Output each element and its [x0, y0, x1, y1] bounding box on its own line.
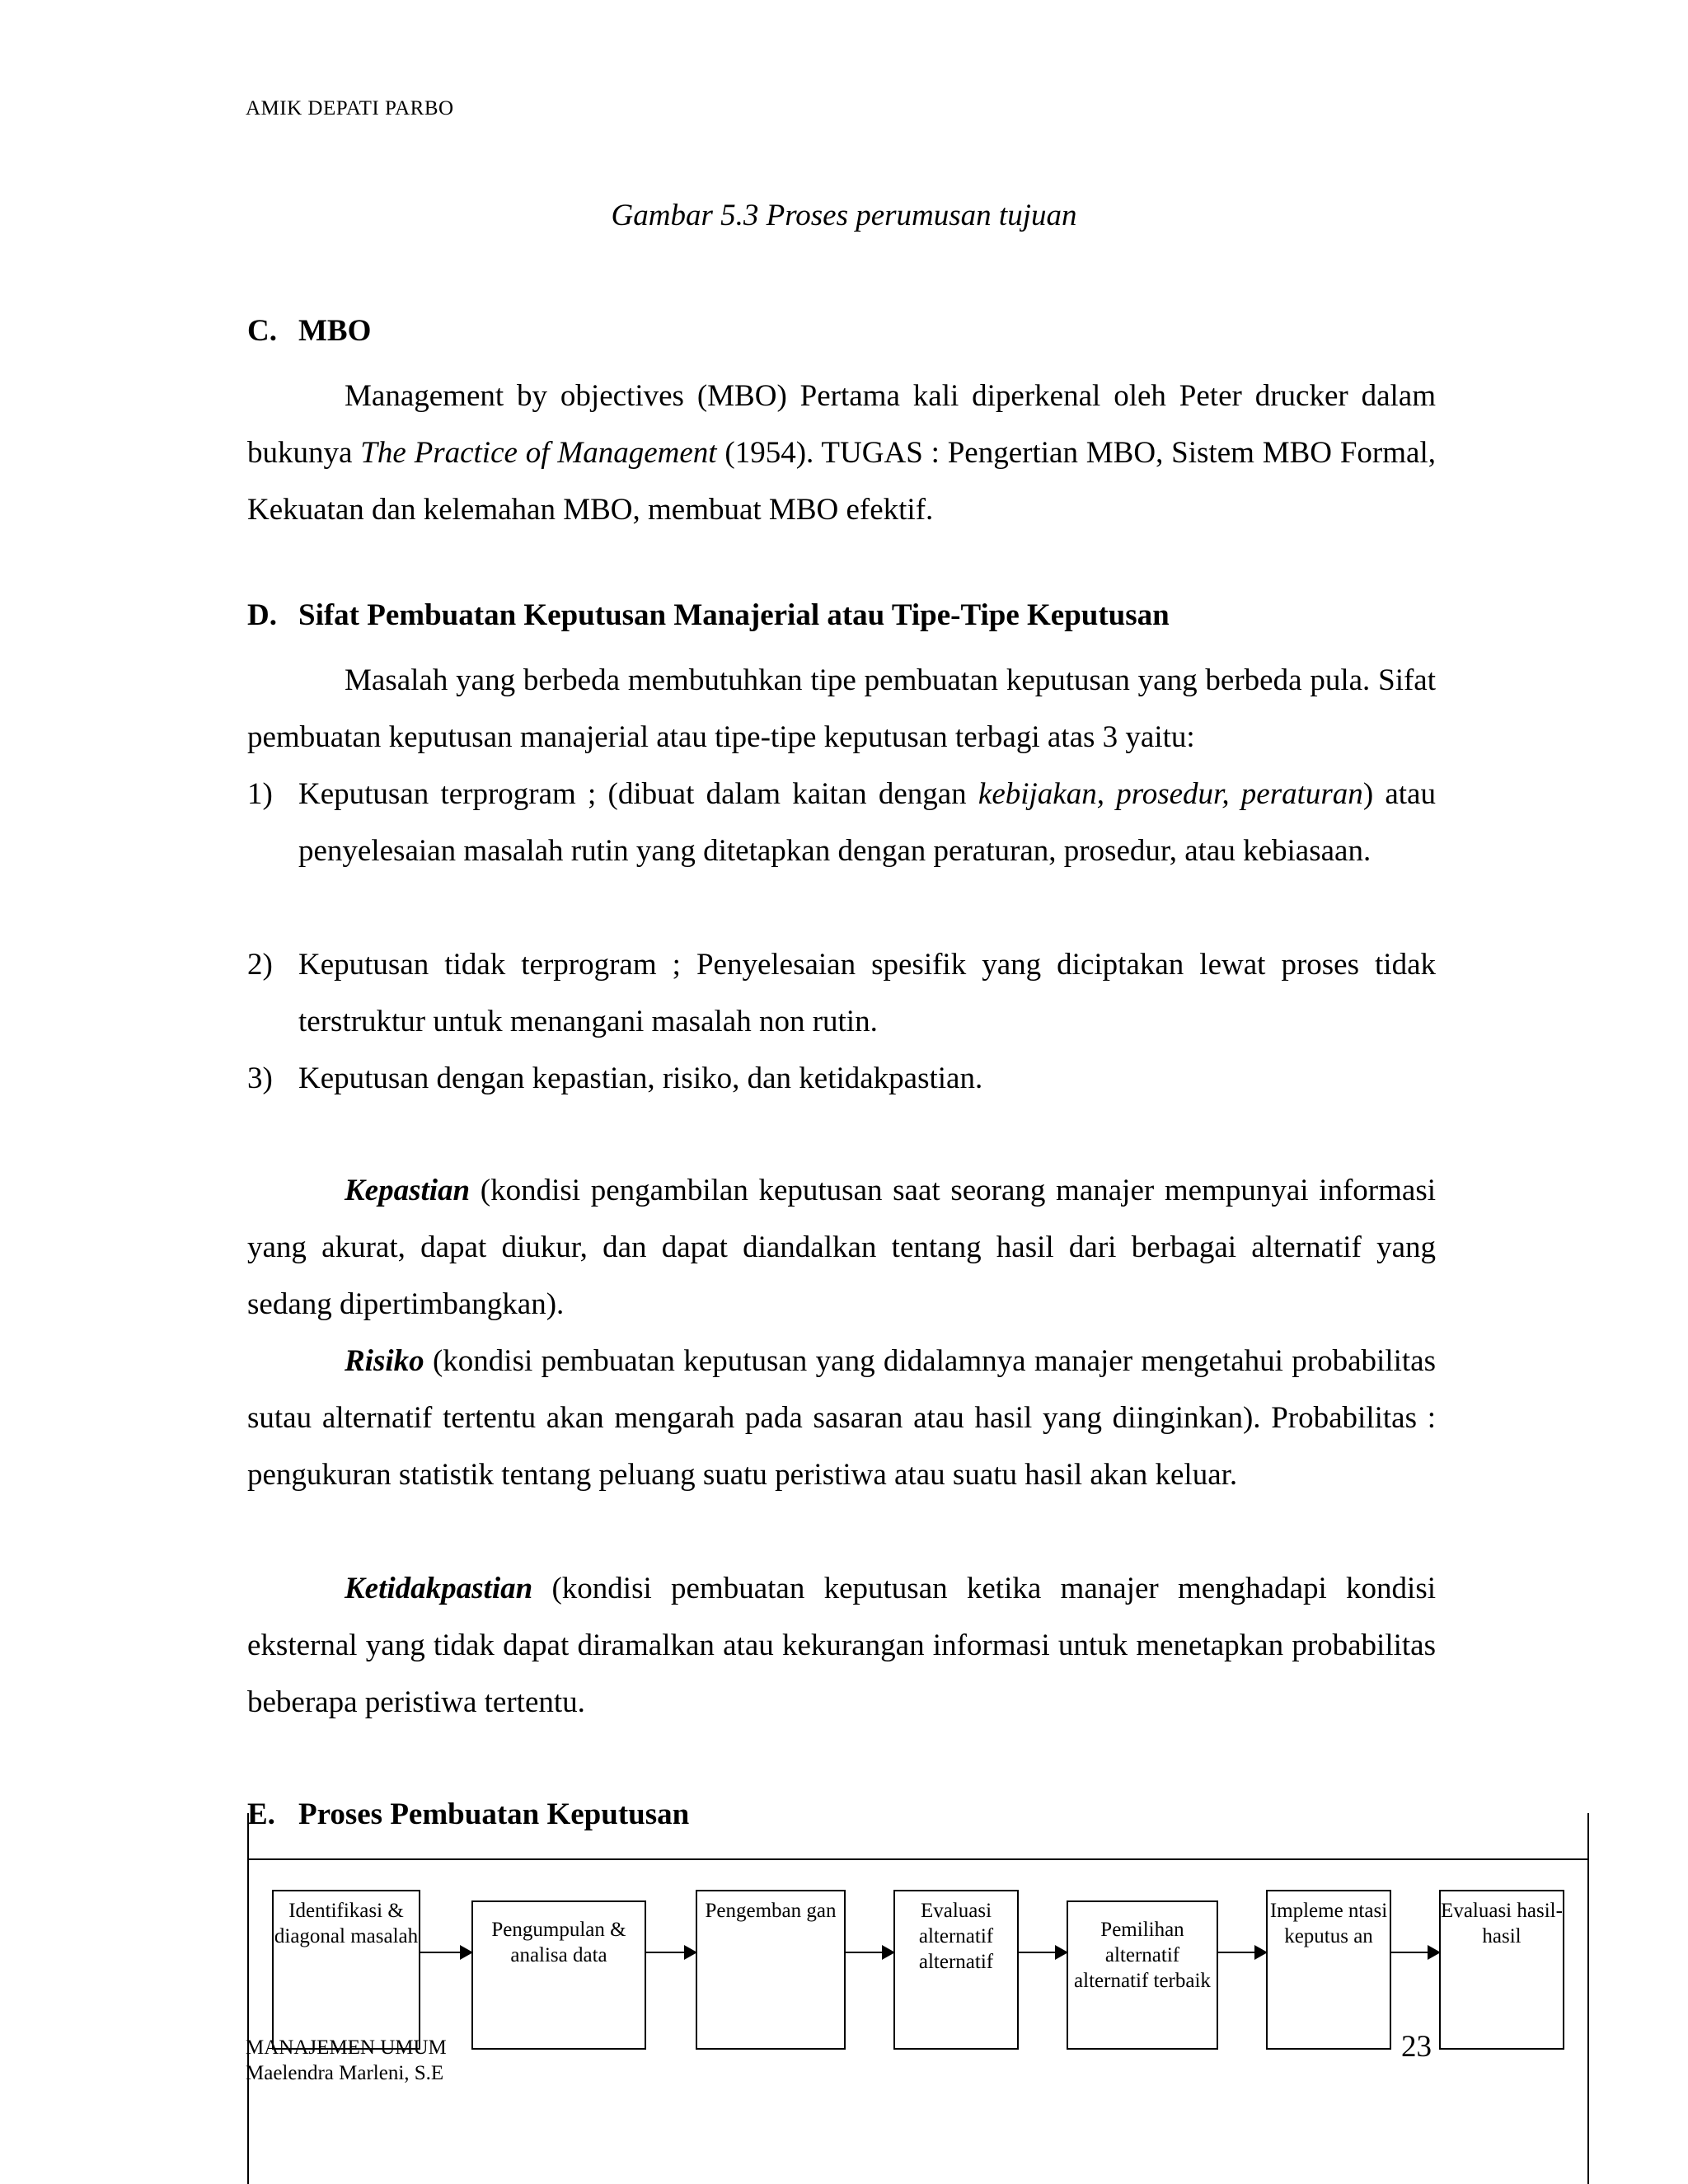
- running-header: AMIK DEPATI PARBO: [246, 97, 454, 120]
- flow-step-5: Pemilihan alternatif alternatif terbaik: [1067, 1900, 1218, 2050]
- section-d-intro: [247, 652, 1436, 766]
- section-c-title: MBO: [298, 314, 372, 348]
- list-item-3-text: Keputusan dengan kepastian, risiko, dan ketidakpastian.: [298, 1062, 983, 1095]
- diagram-right-border: [1587, 1813, 1589, 2184]
- risiko-term: Risiko: [345, 1344, 424, 1378]
- figure-caption: Gambar 5.3 Proses perumusan tujuan: [611, 199, 1077, 232]
- book-title: The Practice of Management: [360, 436, 717, 470]
- diagram-left-border: [247, 1813, 249, 2184]
- flow-arrow-2: [646, 1952, 696, 1953]
- section-c-number: C.: [247, 314, 277, 348]
- item1-end: ) atau penyelesaian masalah rutin yang ditetapkan dengan peraturan, prosedur, atau kebiasaan.: [298, 777, 1436, 868]
- section-e-number: E.: [247, 1797, 275, 1831]
- page-number: 23: [1401, 2030, 1432, 2064]
- flow-step-2: Pengumpulan & analisa data: [471, 1900, 646, 2050]
- mbo-paragraph-start: Management by objectives (MBO) Pertama kali diperkenal oleh Peter drucker dalam bukunya: [247, 379, 1436, 470]
- footer-course: MANAJEMEN UMUM: [246, 2036, 447, 2059]
- ketidakpastian-term: Ketidakpastian: [345, 1572, 533, 1605]
- section-d-number: D.: [247, 598, 277, 632]
- flow-step-6: Impleme ntasi keputus an: [1266, 1890, 1391, 2050]
- item1-italic: kebijakan, prosedur, peraturan: [978, 777, 1363, 811]
- list-item-2-text: Keputusan tidak terprogram ; Penyelesaian spesifik yang diciptakan lewat proses tidak terstruktur untuk menangani masalah non rutin.: [298, 948, 1436, 1038]
- list-item-3: [247, 1050, 1436, 1107]
- section-c-paragraph: [247, 368, 1436, 538]
- mbo-paragraph-end: (1954). TUGAS : Pengertian MBO, Sistem MBO Formal, Kekuatan dan kelemahan MBO, membuat MBO efektif.: [247, 436, 1436, 527]
- flow-arrow-6: [1391, 1952, 1439, 1953]
- ketidakpastian-paragraph: [247, 1560, 1436, 1731]
- section-d-title: Sifat Pembuatan Keputusan Manajerial atau Tipe-Tipe Keputusan: [298, 598, 1170, 632]
- kepastian-paragraph: [247, 1162, 1436, 1333]
- risiko-paragraph: [247, 1333, 1436, 1503]
- section-e-title: Proses Pembuatan Keputusan: [298, 1797, 690, 1831]
- risiko-text: (kondisi pembuatan keputusan yang didalamnya manajer mengetahui probabilitas sutau alternatif tertentu akan mengarah pada sasaran atau hasil yang diinginkan). Probabilitas : pengukuran statistik tentang peluang suatu peristiwa atau suatu hasil akan keluar.: [247, 1344, 1436, 1492]
- section-d-heading: [247, 598, 1170, 633]
- ketidakpastian-text: (kondisi pembuatan keputusan ketika manajer menghadapi kondisi eksternal yang tidak dapat diramalkan atau kekurangan informasi untuk menetapkan probabilitas beberapa peristiwa tertentu.: [247, 1572, 1436, 1719]
- item1-start: Keputusan terprogram ; (dibuat dalam kaitan dengan: [298, 777, 978, 811]
- list-item-3-number: 3): [247, 1062, 273, 1095]
- flow-step-7: Evaluasi hasil-hasil: [1439, 1890, 1564, 2050]
- flow-arrow-3: [846, 1952, 893, 1953]
- section-d-intro-text: Masalah yang berbeda membutuhkan tipe pembuatan keputusan yang berbeda pula. Sifat pembuatan keputusan manajerial atau tipe-tipe keputusan terbagi atas 3 yaitu:: [247, 663, 1436, 754]
- section-e-heading: [247, 1797, 689, 1832]
- flow-arrow-4: [1019, 1952, 1067, 1953]
- footer-author: Maelendra Marleni, S.E: [246, 2062, 444, 2084]
- list-item-1: [247, 766, 1436, 879]
- flow-arrow-5: [1218, 1952, 1266, 1953]
- list-item-2: [247, 936, 1436, 1050]
- kepastian-term: Kepastian: [345, 1174, 471, 1207]
- list-item-1-text: [298, 766, 1436, 879]
- flow-arrow-1: [420, 1952, 471, 1953]
- kepastian-text: (kondisi pengambilan keputusan saat seorang manajer mempunyai informasi yang akurat, dapat diukur, dan dapat diandalkan tentang hasil dari berbagai alternatif yang sedang dipertimbangkan).: [247, 1174, 1436, 1321]
- flow-step-1: Identifikasi & diagonal masalah: [272, 1890, 420, 2050]
- list-item-2-number: 2): [247, 948, 273, 982]
- flow-step-4: Evaluasi alternatif alternatif: [893, 1890, 1019, 2050]
- diagram-top-border: [247, 1858, 1589, 1860]
- list-item-1-number: 1): [247, 777, 273, 811]
- flow-step-3: Pengemban gan: [696, 1890, 846, 2050]
- section-c-heading: [247, 313, 371, 349]
